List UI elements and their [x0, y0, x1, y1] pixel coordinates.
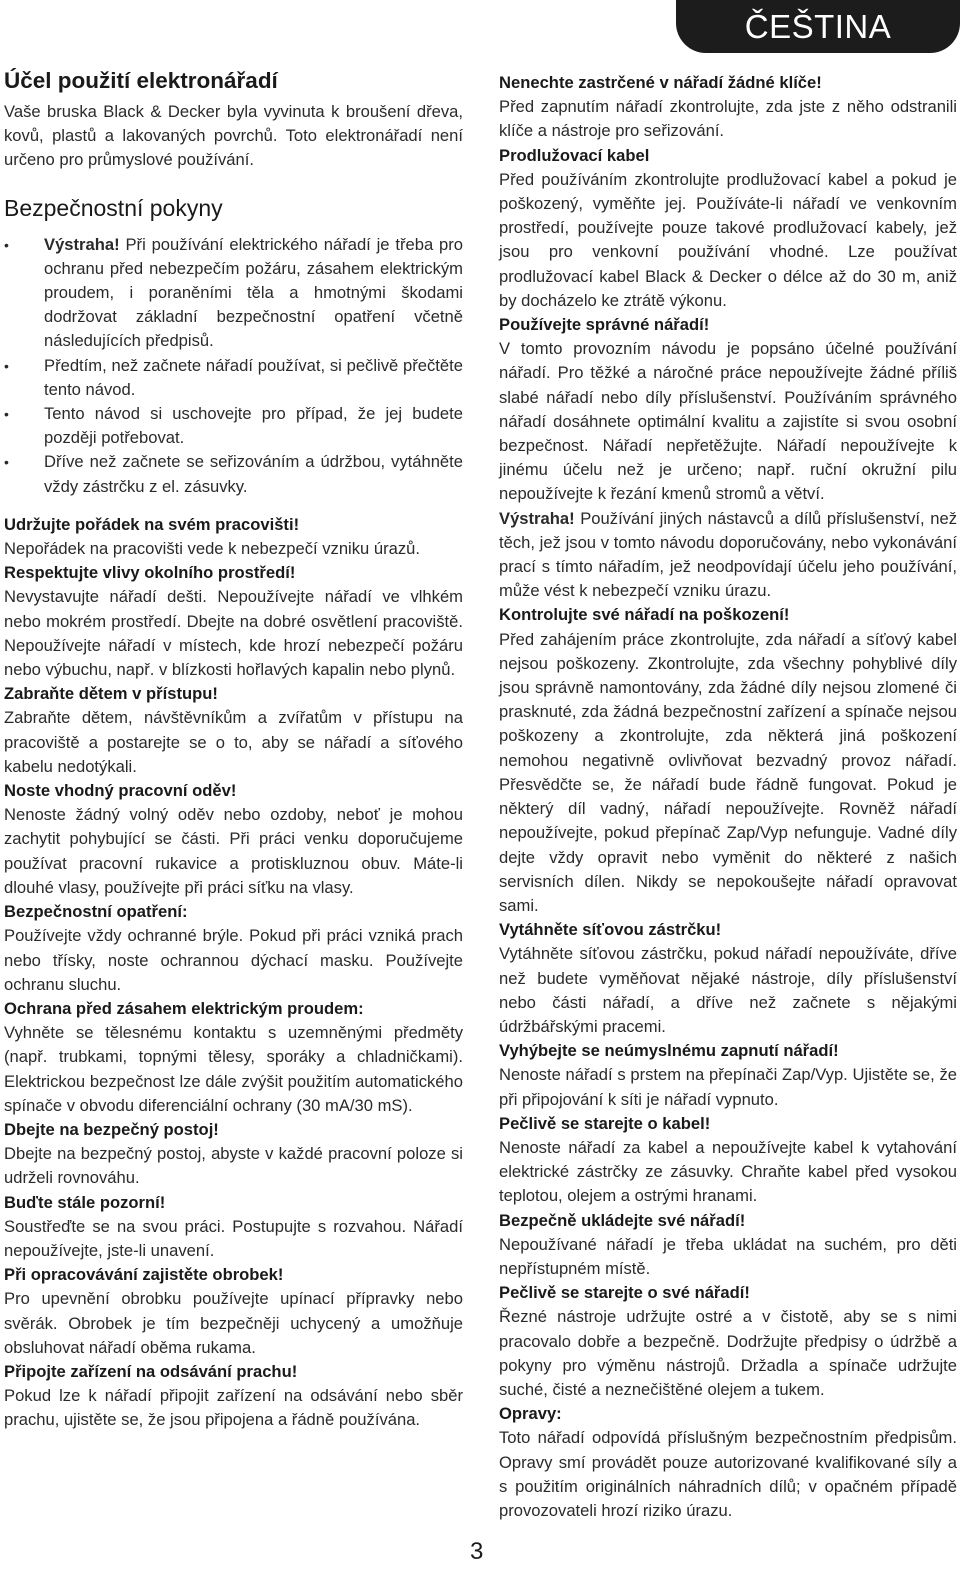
section-text: Nevystavujte nářadí dešti. Nepoužívejte nářadí ve vlhkém nebo mokrém prostředí. Dbejte na dobré osvětlení pracoviště. Nepoužívejte nářadí v místech, kde hrozí nebezpečí požáru nebo výbuchu, např. v blízkosti hořlavých kapalin nebo plynů.: [4, 587, 463, 680]
right-column: [499, 71, 957, 1523]
section-text: [499, 507, 957, 604]
section-text: Nenoste žádný volný oděv nebo ozdoby, neboť je mohou zachytit pohybující se části. Při práci venku doporučujeme používat pracovní rukavice a protiskluznou obuv. Máte-li dlouhé vlasy, používejte při práci síťku na vlasy.: [4, 805, 463, 897]
list-item-text: Při používání elektrického nářadí je třeba pro ochranu před nebezpečím požáru, zásahem elektrickým proudem, i poraněními těla a hmotnými škodami dodržovat základní bezpečnostní opatření včetně následujících předpisů.: [44, 234, 463, 351]
page-number: 3: [470, 1538, 484, 1565]
section-heading: Prodlužovací kabel: [499, 145, 650, 165]
section-text: Dbejte na bezpečný postoj, abyste v každé pracovní poloze si udrželi rovnováhu.: [4, 1144, 463, 1188]
section-heading: Dbejte na bezpečný postoj!: [4, 1119, 219, 1139]
section-heading: Pečlivě se starejte o kabel!: [499, 1113, 711, 1133]
section-heading: Buďte stále pozorní!: [4, 1192, 166, 1212]
section-text: Zabraňte dětem, návštěvníkům a zvířatům v přístupu na pracoviště a postarejte se o to, aby se nářadí a síťového kabelu nedotýkali.: [4, 708, 463, 776]
section-heading: Vyhýbejte se neúmyslnému zapnutí nářadí!: [499, 1041, 839, 1061]
section-text: Používejte vždy ochranné brýle. Pokud při práci vzniká prach nebo třísky, noste ochrannou dýchací masku. Používejte ochranu sluchu.: [4, 926, 463, 994]
section-heading: Respektujte vlivy okolního prostředí!: [4, 563, 296, 583]
section-heading: Vytáhněte síťovou zástrčku!: [499, 920, 722, 940]
section-text: Vyhněte se tělesnému kontaktu s uzemněnými předměty (např. trubkami, topnými tělesy, sporáky a chladničkami). Elektrickou bezpečnost lze dále zvýšit použitím automatického spínače v obvodu diferenciální ochrany (30 mA/30 mS).: [4, 1023, 463, 1115]
section-text: Řezné nástroje udržujte ostré a v čistotě, aby se s nimi pracovalo dobře a bezpečně. Dodržujte předpisy o údržbě a pokyny pro výměnu nástrojů. Držadla a spínače udržujte suché, čisté a neznečištěné olejem a tukem.: [499, 1307, 957, 1399]
safety-bullet-list: [4, 233, 463, 499]
section-text: Nenoste nářadí s prstem na přepínači Zap/Vyp. Ujistěte se, že při připojování k síti je nářadí vypnuto.: [499, 1065, 957, 1109]
warning-text: Používání jiných nástavců a dílů příslušenství, než těch, jež jsou v tomto návodu doporučovány, nebo vykonávání prací s tímto nářadím, jež neodpovídají účelu jeho používání, může vést k nebezpečí vzniku úrazu.: [499, 508, 957, 601]
list-item: [4, 233, 463, 354]
list-item: • Dříve než začnete se seřizováním a údržbou, vytáhněte vždy zástrčku z el. zásuvky.: [4, 450, 463, 498]
section-heading: Bezpečnostní opatření:: [4, 902, 188, 922]
list-item: • Tento návod si uschovejte pro případ, že jej budete později potřebovat.: [4, 402, 463, 450]
section-heading: Používejte správné nářadí!: [499, 315, 710, 335]
section-heading: Ochrana před zásahem elektrickým proudem:: [4, 998, 364, 1018]
section-text: V tomto provozním návodu je popsáno účelné používání nářadí. Pro těžké a náročné práce nepoužívejte žádné příliš slabé nářadí nebo díly příslušenství. Používáním správného nářadí dosáhnete optimální kvalitu a zajistíte si svou osobní bezpečnost. Nářadí nepřetěžujte. Nářadí nepoužívejte k jinému účelu než je určeno; např. ruční okružní pilu nepoužívejte k řezání kmenů stromů a větví.: [499, 339, 957, 504]
safety-title: Bezpečnostní pokyny: [4, 194, 223, 221]
section-heading: Při opracovávání zajistěte obrobek!: [4, 1265, 284, 1285]
section-heading: Noste vhodný pracovní oděv!: [4, 781, 237, 801]
list-item: • Předtím, než začnete nářadí používat, si pečlivě přečtěte tento návod.: [4, 354, 463, 402]
section-heading: Pečlivě se starejte o své nářadí!: [499, 1283, 750, 1303]
section-heading: Opravy:: [499, 1404, 562, 1424]
section-text: Před zahájením práce zkontrolujte, zda nářadí a síťový kabel nejsou poškozeny. Zkontrolujte, zda všechny pohyblivé díly jsou správně namontovány, zda žádné díly nejsou zlomené či prasknuté, zda žádná bezpečnostní zařízení a spínače nejsou poškozeny a zkontrolujte, zda některá jiná poškození nemohou negativně ovlivňovat bezvadný provoz nářadí. Přesvědčte se, že nářadí bude řádně fungovat. Pokud je některý díl vadný, nářadí nepoužívejte. Rovněž nářadí nepoužívejte, pokud přepínač Zap/Vyp nefunguje. Vadné díly dejte vždy opravit nebo vyměnit do některé z našich servisních dílen. Nikdy se nepokoušejte nářadí opravovat sami.: [499, 629, 957, 915]
section-heading: Bezpečně ukládejte své nářadí!: [499, 1210, 746, 1230]
section-text: Před používáním zkontrolujte prodlužovací kabel a pokud je poškozený, vyměňte jej. Používáte-li nářadí ve venkovním prostředí, používejte pouze takové prodlužovací kabely, jež jsou pro venkovní používání vhodné. Lze používat prodlužovací kabel Black & Decker o délce až do 30 m, aniž by docházelo ke ztrátě výkonu.: [499, 169, 957, 310]
section-text: Soustřeďte se na svou práci. Postupujte s rozvahou. Nářadí nepoužívejte, jste-li unavení.: [4, 1216, 463, 1260]
section-text: Pokud lze k nářadí připojit zařízení na odsávání nebo sběr prachu, ujistěte se, že jsou připojena a řádně používána.: [4, 1386, 463, 1430]
section-heading: Připojte zařízení na odsávání prachu!: [4, 1361, 298, 1381]
intro-paragraph: Vaše bruska Black & Decker byla vyvinuta k broušení dřeva, kovů, plastů a lakovaných povrchů. Toto elektronářadí není určeno pro průmyslové používání.: [4, 102, 463, 170]
section-text: Vytáhněte síťovou zástrčku, pokud nářadí nepoužíváte, dříve než budete vyměňovat nějaké nástroje, díly příslušenství nebo části nářadí, a dříve než začnete s nějakými údržbářskými pracemi.: [499, 944, 957, 1036]
section-text: Toto nářadí odpovídá příslušným bezpečnostním předpisům. Opravy smí provádět pouze autorizované kvalifikované síly a s použitím originálních náhradních dílů; v opačném případě provozovateli hrozí riziko úrazu.: [499, 1428, 957, 1520]
section-heading: Zabraňte dětem v přístupu!: [4, 684, 218, 704]
left-column: [4, 66, 463, 1433]
warning-label: Výstraha!: [44, 234, 120, 254]
section-text: Před zapnutím nářadí zkontrolujte, zda jste z něho odstranili klíče a nástroje pro seřizování.: [499, 97, 957, 141]
warning-label: Výstraha!: [499, 508, 575, 528]
section-heading: Kontrolujte své nářadí na poškození!: [499, 605, 790, 625]
section-text: Nenoste nářadí za kabel a nepoužívejte kabel k vytahování elektrické zástrčky ze zásuvky. Chraňte kabel před vysokou teplotou, olejem a ostrými hranami.: [499, 1137, 957, 1206]
section-heading: Nenechte zastrčené v nářadí žádné klíče!: [499, 73, 822, 92]
section-text: Pro upevnění obrobku používejte upínací přípravky nebo svěrák. Obrobek je tím bezpečněji uchycený a umožňuje obsluhovat nářadí oběma rukama.: [4, 1289, 463, 1357]
language-tab: ČEŠTINA: [676, 0, 960, 53]
page-title: Účel použití elektronářadí: [4, 68, 278, 93]
section-heading: Udržujte pořádek na svém pracovišti!: [4, 514, 300, 534]
section-text: Nepoužívané nářadí je třeba ukládat na suchém, pro děti nepřístupném místě.: [499, 1234, 957, 1278]
section-text: Nepořádek na pracovišti vede k nebezpečí vzniku úrazů.: [4, 539, 421, 559]
